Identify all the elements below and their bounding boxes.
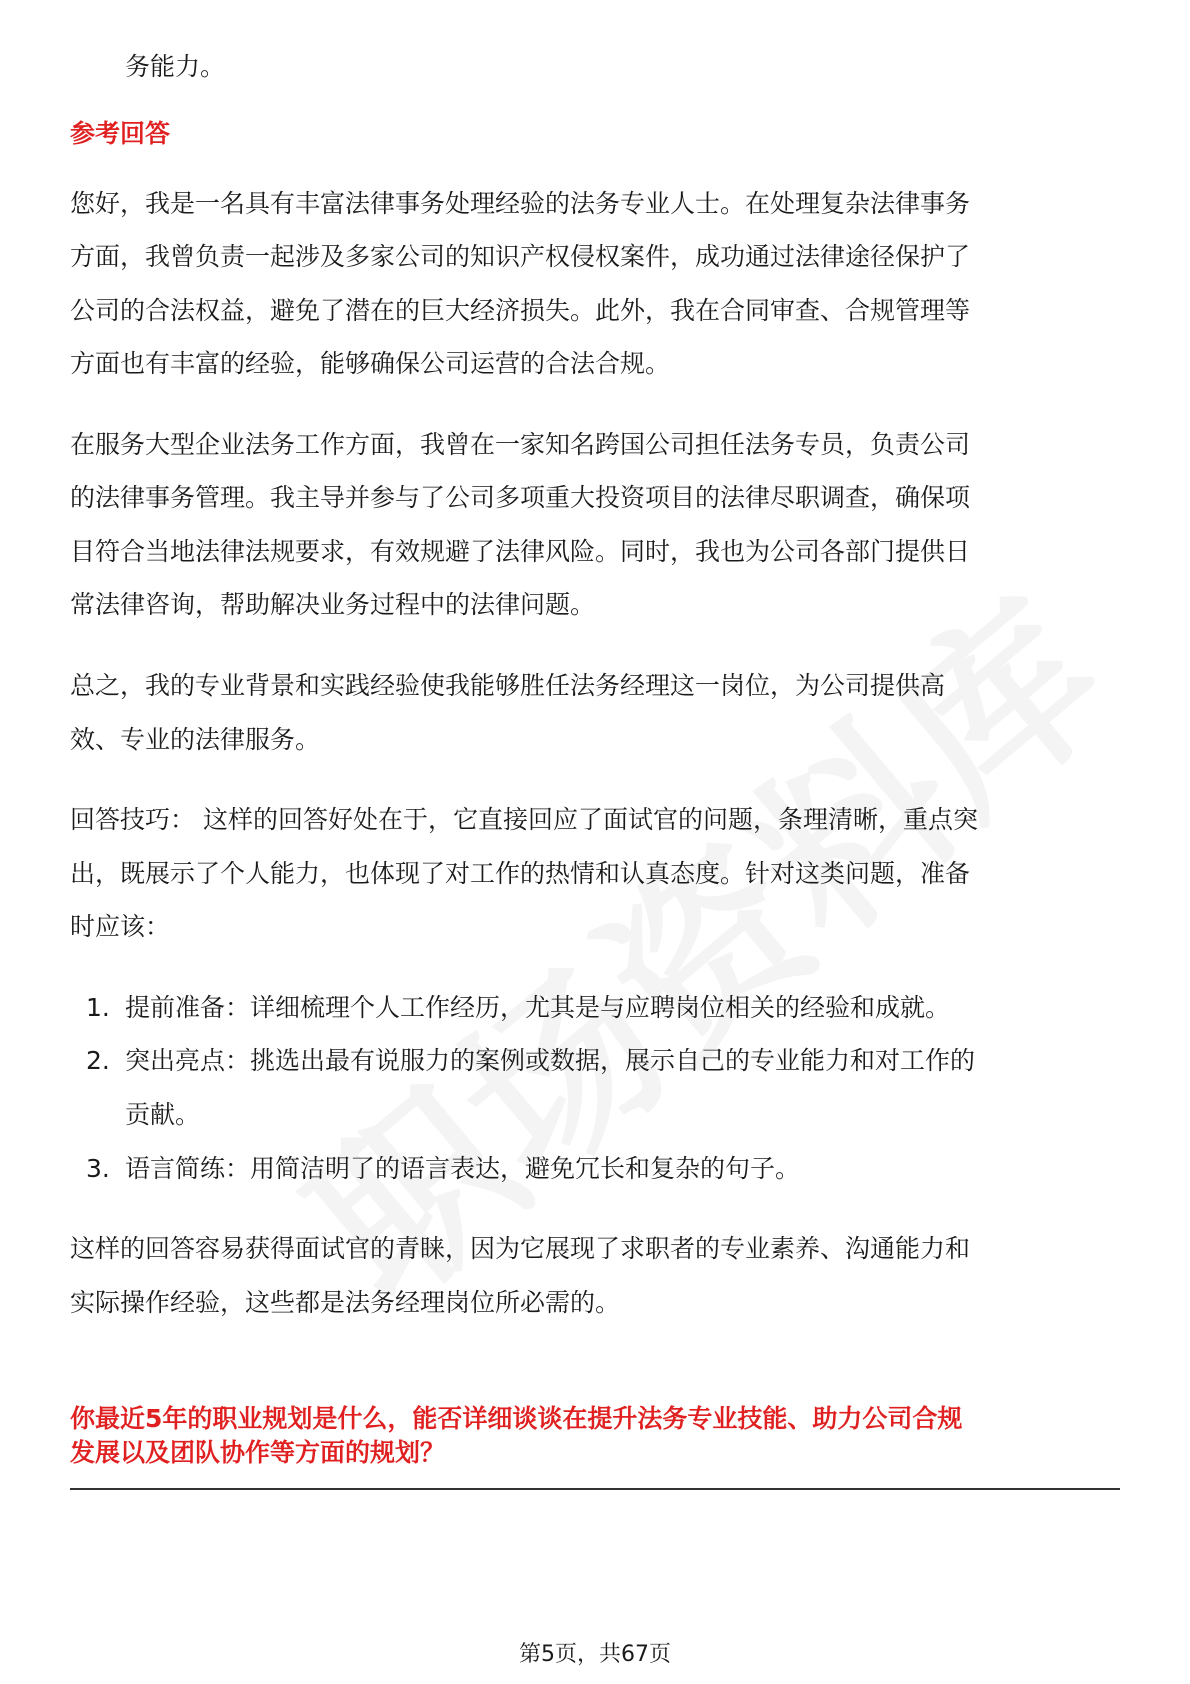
paragraph-line: 方面，我曾负责一起涉及多家公司的知识产权侵权案件，成功通过法律途径保护了: [70, 242, 971, 271]
list-item-text: 突出亮点：挑选出最有说服力的案例或数据，展示自己的专业能力和对工作的: [125, 1046, 976, 1075]
list-item-text: 语言简练：用简洁明了的语言表达，避免冗长和复杂的句子。: [125, 1154, 801, 1183]
section-heading: 参考回答: [70, 119, 171, 148]
list-item-number: 2.: [86, 1046, 110, 1075]
paragraph-line: 常法律咨询，帮助解决业务过程中的法律问题。: [70, 590, 596, 619]
paragraph-line: 总之，我的专业背景和实践经验使我能够胜任法务经理这一岗位，为公司提供高: [70, 671, 946, 700]
page-number: 第5页，共67页: [519, 1642, 671, 1667]
tips-line: 出，既展示了个人能力，也体现了对工作的热情和认真态度。针对这类问题，准备: [70, 859, 971, 888]
list-item-number: 1.: [86, 993, 110, 1022]
paragraph-line: 在服务大型企业法务工作方面，我曾在一家知名跨国公司担任法务专员，负责公司: [70, 430, 971, 459]
paragraph-line: 目符合当地法律法规要求，有效规避了法律风险。同时，我也为公司各部门提供日: [70, 537, 971, 566]
tips-line: 回答技巧： 这样的回答好处在于，它直接回应了面试官的问题，条理清晰，重点突: [70, 805, 978, 834]
paragraph-line: 的法律事务管理。我主导并参与了公司多项重大投资项目的法律尽职调查，确保项: [70, 483, 971, 512]
list-item-text: 贡献。: [125, 1100, 201, 1129]
paragraph-line: 公司的合法权益，避免了潜在的巨大经济损失。此外，我在合同审查、合规管理等: [70, 296, 971, 325]
question-line: 你最近5年的职业规划是什么，能否详细谈谈在提升法务专业技能、助力公司合规: [70, 1404, 963, 1433]
divider: [70, 1488, 1120, 1490]
paragraph-line: 您好，我是一名具有丰富法律事务处理经验的法务专业人士。在处理复杂法律事务: [70, 189, 971, 218]
paragraph-line: 方面也有丰富的经验，能够确保公司运营的合法合规。: [70, 349, 671, 378]
continuation-text: 务能力。: [125, 52, 226, 81]
list-item-text: 提前准备：详细梳理个人工作经历，尤其是与应聘岗位相关的经验和成就。: [125, 993, 951, 1022]
paragraph-line: 效、专业的法律服务。: [70, 725, 321, 754]
paragraph-line: 这样的回答容易获得面试官的青睐，因为它展现了求职者的专业素养、沟通能力和: [70, 1234, 971, 1263]
tips-line: 时应该：: [70, 912, 171, 941]
paragraph-line: 实际操作经验，这些都是法务经理岗位所必需的。: [70, 1288, 621, 1317]
question-line: 发展以及团队协作等方面的规划？: [70, 1438, 446, 1467]
list-item-number: 3.: [86, 1154, 110, 1183]
